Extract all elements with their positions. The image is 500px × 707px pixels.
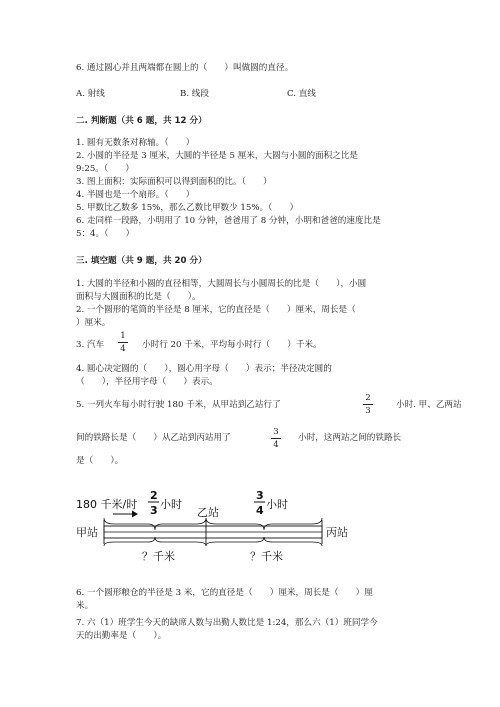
railway-diagram: [70, 486, 370, 566]
fill-q7-line2: 天的出勤率是（ ）。: [76, 631, 167, 641]
fill-q5-part2: 小时. 甲、乙两站: [396, 400, 462, 410]
judge-line: 3. 图上面积：实际面积可以得到面积的比。（ ）: [76, 177, 272, 187]
fill-q4-line2: （ ），半径用字母（ ）表示。: [76, 377, 218, 387]
time1-unit: 小时: [160, 498, 182, 511]
brace-a-to-b: [104, 518, 206, 530]
fill-q5-part5: 是（ ）。: [76, 456, 124, 466]
option-a: A. 射线: [76, 89, 105, 99]
judge-line: 2. 小圆的半径是 3 厘米，大圆的半径是 5 厘米，大圆与小圆的面积之比是: [76, 151, 359, 161]
fill-q2-line2: ）厘米。: [76, 318, 111, 328]
fraction-numerator: 1: [120, 331, 126, 341]
fill-q5-part3: 间的铁路长是（ ）从乙站到丙站用了: [76, 433, 231, 443]
fill-q3-post: 小时行 20 千米，平均每小时行（ ）千米。: [142, 340, 322, 350]
judge-line: 5. 甲数比乙数多 15%，那么乙数比甲数少 15%。（ ）: [76, 203, 299, 213]
judge-line: 6. 走同样一段路，小明用了 10 分钟，爸爸用了 8 分钟，小明和爸爸的速度比是: [76, 216, 381, 226]
distance-1-label: ？千米: [142, 550, 175, 563]
fraction-one-quarter: [116, 331, 130, 354]
fraction-three-quarters: [269, 427, 283, 450]
fraction-denominator: 4: [120, 344, 126, 354]
judge-line: 1. 圆有无数条对称轴。（ ）: [76, 138, 195, 148]
judge-line: 5：4。（ ）: [76, 229, 135, 239]
time2-unit: 小时: [266, 498, 288, 511]
option-c: C. 直线: [287, 89, 316, 99]
brace-b-to-c: [206, 518, 322, 530]
fill-q3-pre: 3. 汽车: [76, 340, 105, 350]
fill-q4-line1: 4. 圆心决定圆的（ ），圆心用字母（ ）表示；半径决定圆的: [76, 364, 332, 374]
station-a-label: 甲站: [76, 526, 98, 539]
fill-q6-line2: 米。: [76, 601, 94, 611]
option-b: B. 线段: [180, 89, 209, 99]
fraction-numerator: 3: [273, 427, 279, 437]
time2-denominator: 4: [256, 504, 264, 517]
station-b-label: 乙站: [197, 506, 219, 519]
speed-label: 180 千米/时: [76, 498, 138, 511]
fill-q1-line1: 1. 大圆的半径和小圆的直径相等，大圆周长与小圆周长的比是（ ），小圆: [76, 279, 367, 289]
station-c-label: 丙站: [326, 526, 348, 539]
judge-line: 4. 半圆也是一个扇形。（ ）: [76, 190, 195, 200]
fraction-denominator: 3: [365, 406, 371, 416]
fraction-numerator: 2: [365, 393, 371, 403]
speed-arrow: [113, 511, 138, 518]
time2-numerator: 3: [256, 489, 264, 502]
fraction-two-thirds: [361, 393, 375, 416]
section-3-heading: 三. 填空题（共 9 题，共 20 分）: [76, 256, 207, 266]
fill-q5-part4: 小时，这两站之间的铁路长: [298, 433, 402, 443]
fill-q5-part1: 5. 一列火车每小时行驶 180 千米，从甲站到乙站行了: [76, 400, 281, 410]
fill-q1-line2: 面积与大圆面积的比是（ ）。: [76, 292, 201, 302]
section-2-heading: 二. 判断题（共 6 题，共 12 分）: [76, 116, 207, 126]
fill-q2-line1: 2. 一个圆形的笔筒的半径是 8 厘米，它的直径是（ ）厘米，周长是（: [76, 305, 356, 315]
question-6-stem: 6. 通过圆心并且两端都在圆上的（ ）叫做圆的直径。: [76, 63, 294, 73]
distance-2-label: ？千米: [250, 550, 283, 563]
time1-numerator: 2: [150, 489, 158, 502]
time1-denominator: 3: [150, 504, 158, 517]
fill-q7-line1: 7. 六（1）班学生今天的缺席人数与出勤人数比是 1:24，那么六（1）班同学今: [76, 618, 378, 628]
fraction-denominator: 4: [273, 440, 279, 450]
fill-q6-line1: 6. 一个圆形粮仓的半径是 3 米，它的直径是（ ）厘米，周长是（ ）厘: [76, 588, 373, 598]
judge-line: 9:25。（ ）: [76, 164, 134, 174]
